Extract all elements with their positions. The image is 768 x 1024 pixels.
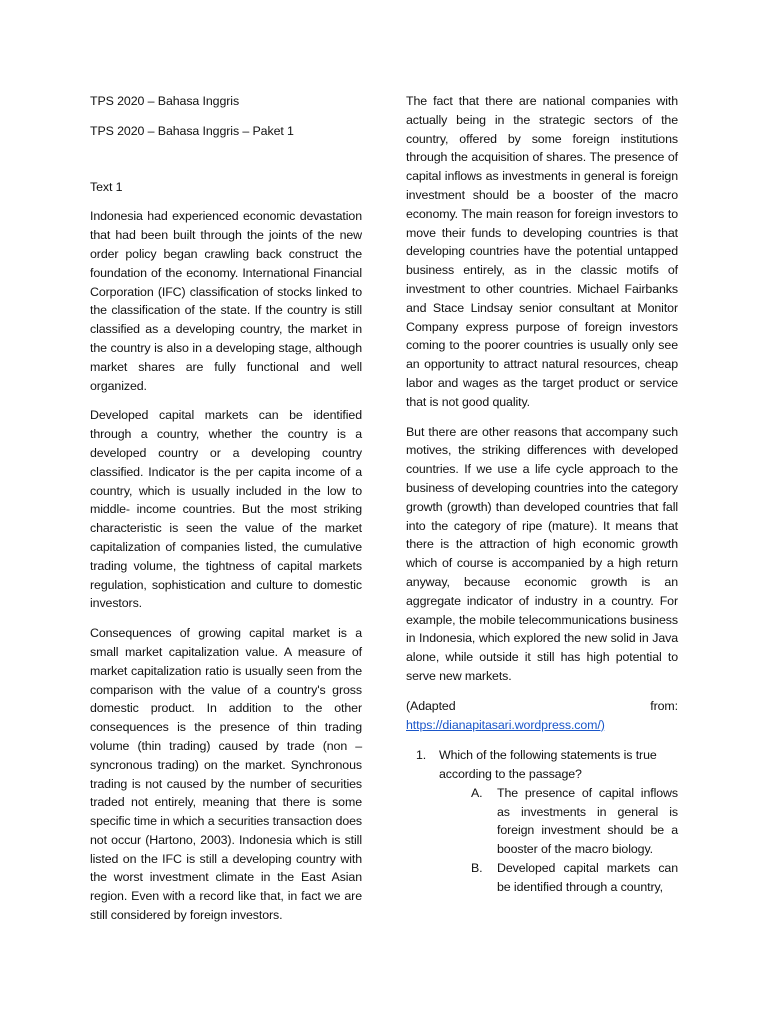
option-letter: A. [471,785,483,800]
question-text: Which of the following statements is true according to the passage? [439,748,657,782]
question-item [416,746,678,784]
option-letter: B. [471,861,483,876]
question-number: 1. [416,748,427,763]
section-heading: Text 1 [90,179,123,194]
paragraph: But there are other reasons that accompany such motives, the striking differences with developed countries. If we use a life cycle approach to the business of developing countries into the category growth (growth) than developed countries that fall into the category of ripe (mature). It means that there is the attraction of high economic growth which of course is accompanied by a high return anyway, because economic growth is an aggregate indicator of industry in a country. For example, the mobile telecommunications business in Indonesia, which explored the new solid in Java alone, while outside it still has high potential to serve new markets. [406,424,678,683]
source-prefix: (Adapted [406,698,456,713]
source-from: from: [650,698,678,713]
document-subtitle: TPS 2020 – Bahasa Inggris – Paket 1 [90,123,294,138]
source-citation [406,697,678,735]
answer-options [471,784,678,897]
answer-option-b [471,859,678,897]
paragraph: Developed capital markets can be identified through a country, whether the country is a developed country or a developing country classified. Indicator is the per capita income of a country, which is usually included in the low to middle- income countries. But the most striking characteristic is seen the value of the market capitalization of companies listed, the cumulative trading volume, the tightness of capital markets regulation, sophistication and culture to domestic investors. [90,408,362,611]
document-title: TPS 2020 – Bahasa Inggris [90,94,240,108]
answer-option-a [471,784,678,859]
right-column [406,92,678,897]
paragraph: Indonesia had experienced economic devastation that had been built through the joints of the new order policy began crawling back construct the foundation of the economy. International Financial Corporation (IFC) classification of stocks linked to the classification of the state. If the country is still classified as a developing country, the market in the country is also in a developing stage, although market shares are fully functional and well organized. [90,209,362,393]
source-link[interactable]: https://dianapitasari.wordpress.com/) [406,717,605,732]
option-text: Developed capital markets can be identified through a country, [497,861,678,894]
paragraph: Consequences of growing capital market is a small market capitalization value. A measure of market capitalization ratio is usually seen from the comparison with the value of a country's gross domestic product. In addition to the other consequences is the presence of thin trading volume (thin trading) caused by trade (non – syncronous trading) on the market. Synchronous trading is not caused by the number of securities traded not entirely, meaning that there is some specific time in which a securities transaction does not occur (Hartono, 2003). Indonesia which is still listed on the IFC is still a developing country with the worst investment climate in the East Asian region. Even with a record like that, in fact we are still considered by foreign investors. [90,626,362,923]
paragraph: The fact that there are national companies with actually being in the strategic sectors of the country, offered by some foreign institutions through the acquisition of shares. The presence of capital inflows as investments in general is foreign investment should be a booster of the macro economy. The main reason for foreign investors to move their funds to developing countries is that developing countries have the potential untapped business entirely, as in the classic motifs of investment to other countries. Michael Fairbanks and Stace Lindsay senior consultant at Monitor Company express purpose of foreign investors coming to the poorer countries is usually only see an opportunity to attract natural resources, cheap labor and wages as the target product or service that is not good quality. [406,94,678,409]
left-column [90,92,362,936]
option-text: The presence of capital inflows as investments in general is foreign investment should be a booster of the macro biology. [497,785,678,857]
